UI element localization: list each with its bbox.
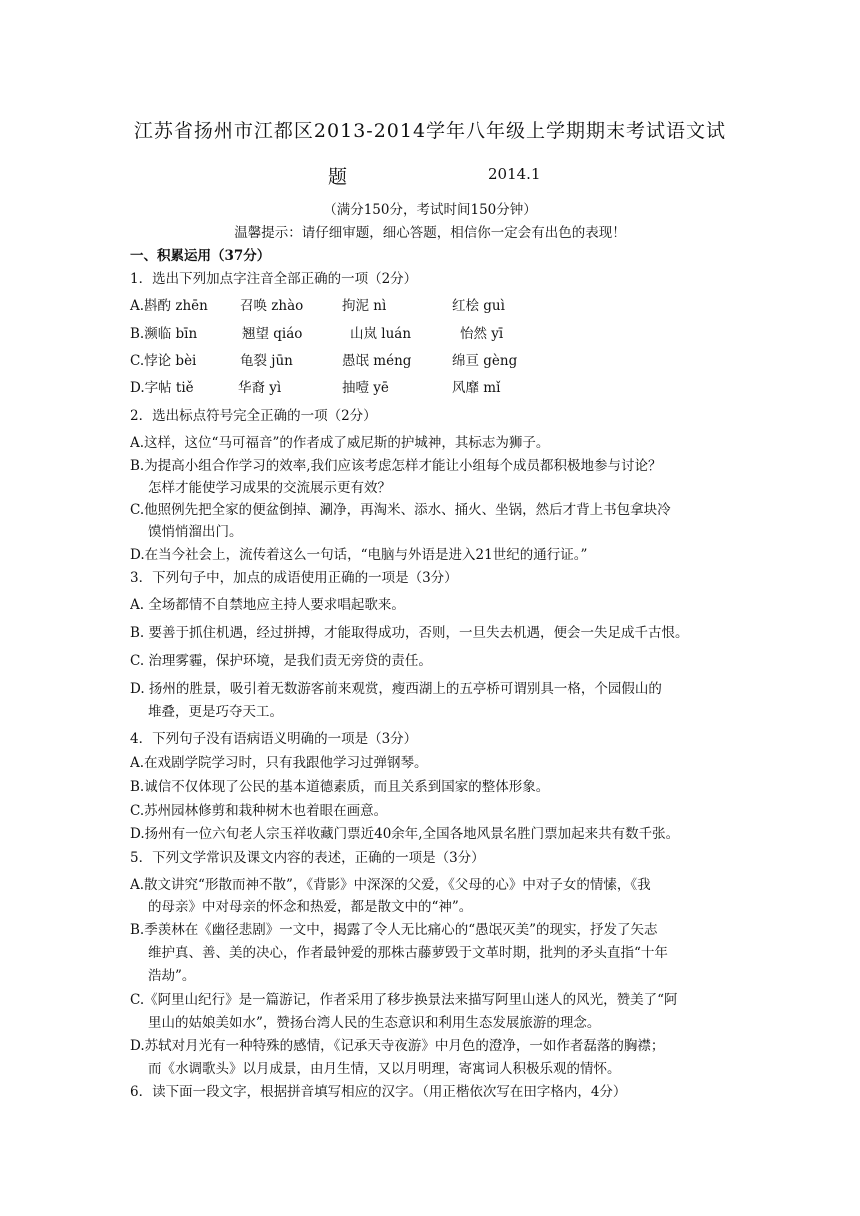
score-note: （满分150分，考试时间150分钟） [323, 202, 537, 218]
question-3-option-d: D. 扬州的胜景，吸引着无数游客前来观赏，瘦西湖上的五亭桥可谓别具一格，个园假山的 [130, 681, 662, 697]
option-item: C.悖论 bèi [130, 353, 197, 369]
exam-title: 江苏省扬州市江都区2013-2014学年八年级上学期期末考试语文试 [133, 120, 727, 142]
question-5-option-b: B.季羡林在《幽径悲剧》一文中，揭露了令人无比痛心的“愚氓灭美”的现实，抒发了矢志 [130, 922, 658, 938]
question-6-stem: 6．读下面一段文字，根据拼音填写相应的汉字。（用正楷依次写在田字格内，4分） [130, 1084, 627, 1100]
option-item: 山岚 luán [350, 326, 412, 342]
question-5-option-b-cont: 维护真、善、美的决心，作者最钟爱的那株古藤萝毁于文革时期，批判的矛头直指“十年 [148, 945, 668, 961]
option-item: B.濒临 bīn [130, 326, 198, 342]
question-1-row-a [130, 294, 742, 314]
option-item: 抽噎 yē [342, 380, 389, 396]
question-1-row-c [130, 349, 742, 369]
question-2-stem: 2．选出标点符号完全正确的一项（2分） [130, 408, 377, 424]
question-3-option-a: A. 全场都情不自禁地应主持人要求唱起歌来。 [130, 597, 405, 613]
option-item: A.斟酌 zhēn [130, 298, 208, 314]
section-heading: 一、积累运用（37分） [130, 248, 271, 264]
option-item: 华裔 yì [238, 380, 282, 396]
question-5-option-d-cont: 而《水调歌头》以月成景，由月生情，又以月明理，寄寓词人积极乐观的情怀。 [148, 1061, 621, 1077]
question-5-stem: 5．下列文学常识及课文内容的表述，正确的一项是（3分） [130, 850, 485, 866]
question-4-option-d: D.扬州有一位六旬老人宗玉祥收藏门票近40余年,全国各地风景名胜门票加起来共有数千张。 [130, 826, 680, 842]
question-2-option-d: D.在当今社会上，流传着这么一句话，“电脑与外语是进入21世纪的通行证。” [130, 547, 588, 563]
question-5-option-d: D.苏轼对月光有一种特殊的感情，《记承天寺夜游》中月色的澄净，一如作者磊落的胸襟； [130, 1038, 665, 1054]
question-5-option-c: C.《阿里山纪行》是一篇游记，作者采用了移步换景法来描写阿里山迷人的风光，赞美了“阿 [130, 992, 678, 1008]
option-item: 愚氓 méng [342, 353, 412, 369]
option-item: 风靡 mǐ [452, 380, 501, 396]
option-item: 召唤 zhào [240, 298, 304, 314]
question-4-option-c: C.苏州园林修剪和栽种树木也着眼在画意。 [130, 803, 388, 819]
question-5-option-b-cont2: 浩劫”。 [148, 968, 196, 984]
option-item: 翘望 qiáo [242, 326, 303, 342]
question-2-option-a: A.这样，这位“马可福音”的作者成了威尼斯的护城神，其标志为狮子。 [130, 435, 550, 451]
question-3-option-d-cont: 堆叠，更是巧夺天工。 [148, 704, 283, 720]
exam-date: 2014.1 [488, 165, 541, 183]
option-item: 拘泥 nì [342, 298, 387, 314]
option-item: D.字帖 tiě [130, 380, 194, 396]
question-4-stem: 4．下列句子没有语病语义明确的一项是（3分） [130, 731, 418, 747]
question-1-stem: 1．选出下列加点字注音全部正确的一项（2分） [130, 271, 418, 287]
question-3-stem: 3．下列句子中，加点的成语使用正确的一项是（3分） [130, 570, 458, 586]
tip-text: 温馨提示：请仔细审题，细心答题，相信你一定会有出色的表现！ [234, 225, 626, 241]
option-item: 怡然 yī [460, 326, 504, 342]
question-2-option-c-cont: 馍悄悄溜出门。 [148, 524, 243, 540]
question-3-option-c: C. 治理雾霾，保护环境，是我们责无旁贷的责任。 [130, 653, 432, 669]
option-item: 绵亘 gèng [452, 353, 518, 369]
question-2-option-b-cont: 怎样才能使学习成果的交流展示更有效？ [148, 480, 391, 496]
exam-title-continued: 题 [328, 166, 348, 188]
question-1-row-b [130, 322, 742, 342]
question-3-option-b: B. 要善于抓住机遇，经过拼搏，才能取得成功，否则，一旦失去机遇，便会一失足成千古恨。 [130, 625, 689, 641]
question-5-option-c-cont: 里山的姑娘美如水”，赞扬台湾人民的生态意识和利用生态发展旅游的理念。 [148, 1015, 601, 1031]
question-1-row-d [130, 376, 742, 396]
option-item: 龟裂 jūn [240, 353, 293, 369]
question-4-option-b: B.诚信不仅体现了公民的基本道德素质，而且关系到国家的整体形象。 [130, 779, 550, 795]
option-item: 红桧 guì [452, 298, 505, 314]
question-5-option-a-cont: 的母亲》中对母亲的怀念和热爱，都是散文中的“神”。 [148, 899, 473, 915]
question-5-option-a: A.散文讲究“形散而神不散”，《背影》中深深的父爱，《父母的心》中对子女的情愫，《我 [130, 877, 651, 893]
question-4-option-a: A.在戏剧学院学习时，只有我跟他学习过弹钢琴。 [130, 755, 428, 771]
question-2-option-b: B.为提高小组合作学习的效率,我们应该考虑怎样才能让小组每个成员都积极地参与讨论？ [130, 458, 662, 474]
question-2-option-c: C.他照例先把全家的便盆倒掉、涮净，再淘米、添水、捅火、坐锅，然后才背上书包拿块冷 [130, 502, 671, 518]
